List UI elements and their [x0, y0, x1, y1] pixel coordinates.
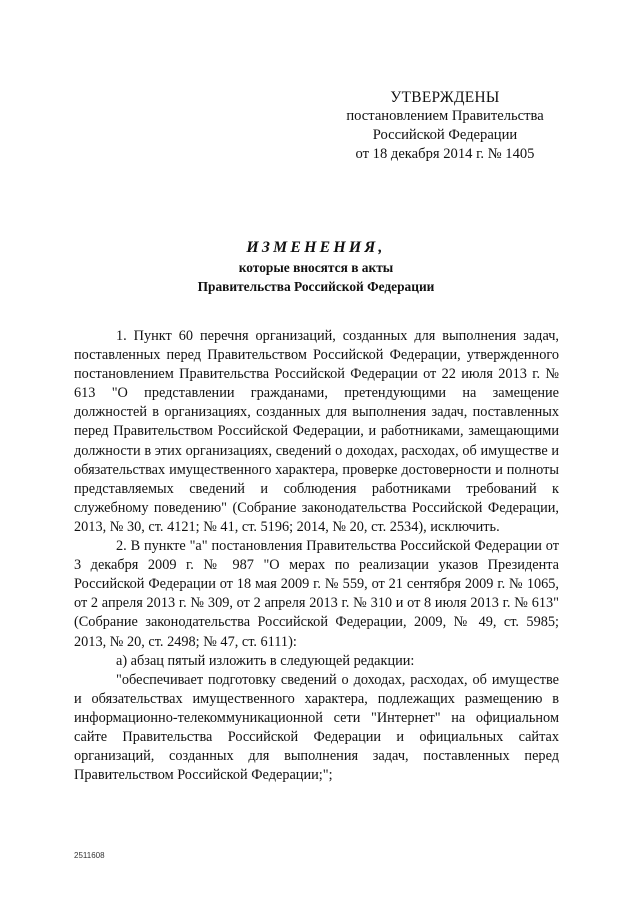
title-subtitle-1: которые вносятся в акты — [238, 260, 394, 275]
title-subtitle-2: Правительства Российской Федерации — [197, 279, 435, 294]
document-body — [74, 327, 559, 785]
approval-line-3: от 18 декабря 2014 г. № 1405 — [355, 146, 535, 162]
paragraph-2: 2. В пункте "а" постановления Правительства Российской Федерации от 3 декабря 2009 г. № 987 "О мерах по реализации указов Президента Российской Федерации от 18 мая 2009 г. № 559, от 21 сентября 2009 г. № 1065, от 2 апреля 2013 г. № 309, от 2 апреля 2013 г. № 310 и от 8 июля 2013 г. № 613" (Собрание законодательства Российской Федерации, 2009, № 49, ст. 5985; 2013, № 20, ст. 2498; № 47, ст. 6111): — [74, 538, 559, 650]
approval-stamp — [300, 88, 590, 164]
document-id: 2511608 — [74, 851, 105, 860]
paragraph-3: а) абзац пятый изложить в следующей редакции: — [116, 652, 415, 669]
approval-heading: УТВЕРЖДЕНЫ — [390, 89, 500, 106]
paragraph-4: "обеспечивает подготовку сведений о доходах, расходах, об имуществе и обязательствах имущественного характера, подлежащих размещению в информационно-телекоммуникационной сети "Интернет" на официальном сайте Правительства Российской Федерации и официальных сайтах организаций, созданных для выполнения задач, поставленных перед Правительством Российской Федерации;"; — [74, 671, 559, 784]
approval-line-1: постановлением Правительства — [346, 108, 544, 124]
paragraph-1: 1. Пункт 60 перечня организаций, созданных для выполнения задач, поставленных перед Правительством Российской Федерации, утвержденного постановлением Правительства Российской Федерации от 22 июля 2013 г. № 613 "О представлении гражданами, претендующими на замещение должностей в организациях, созданных для выполнения задач, поставленных перед Правительством Российской Федерации, и работниками, замещающими должности в этих организациях, сведений о доходах, расходах, об имуществе и обязательствах имущественного характера, проверке достоверности и полноты представляемых сведений и соблюдения работниками требований к служебному поведению" (Собрание законодательства Российской Федерации, 2013, № 30, ст. 4121; № 41, ст. 5196; 2014, № 20, ст. 2534), исключить. — [74, 328, 559, 535]
approval-line-2: Российской Федерации — [372, 127, 518, 143]
document-title — [120, 238, 512, 296]
title-main: ИЗМЕНЕНИЯ, — [246, 239, 386, 256]
